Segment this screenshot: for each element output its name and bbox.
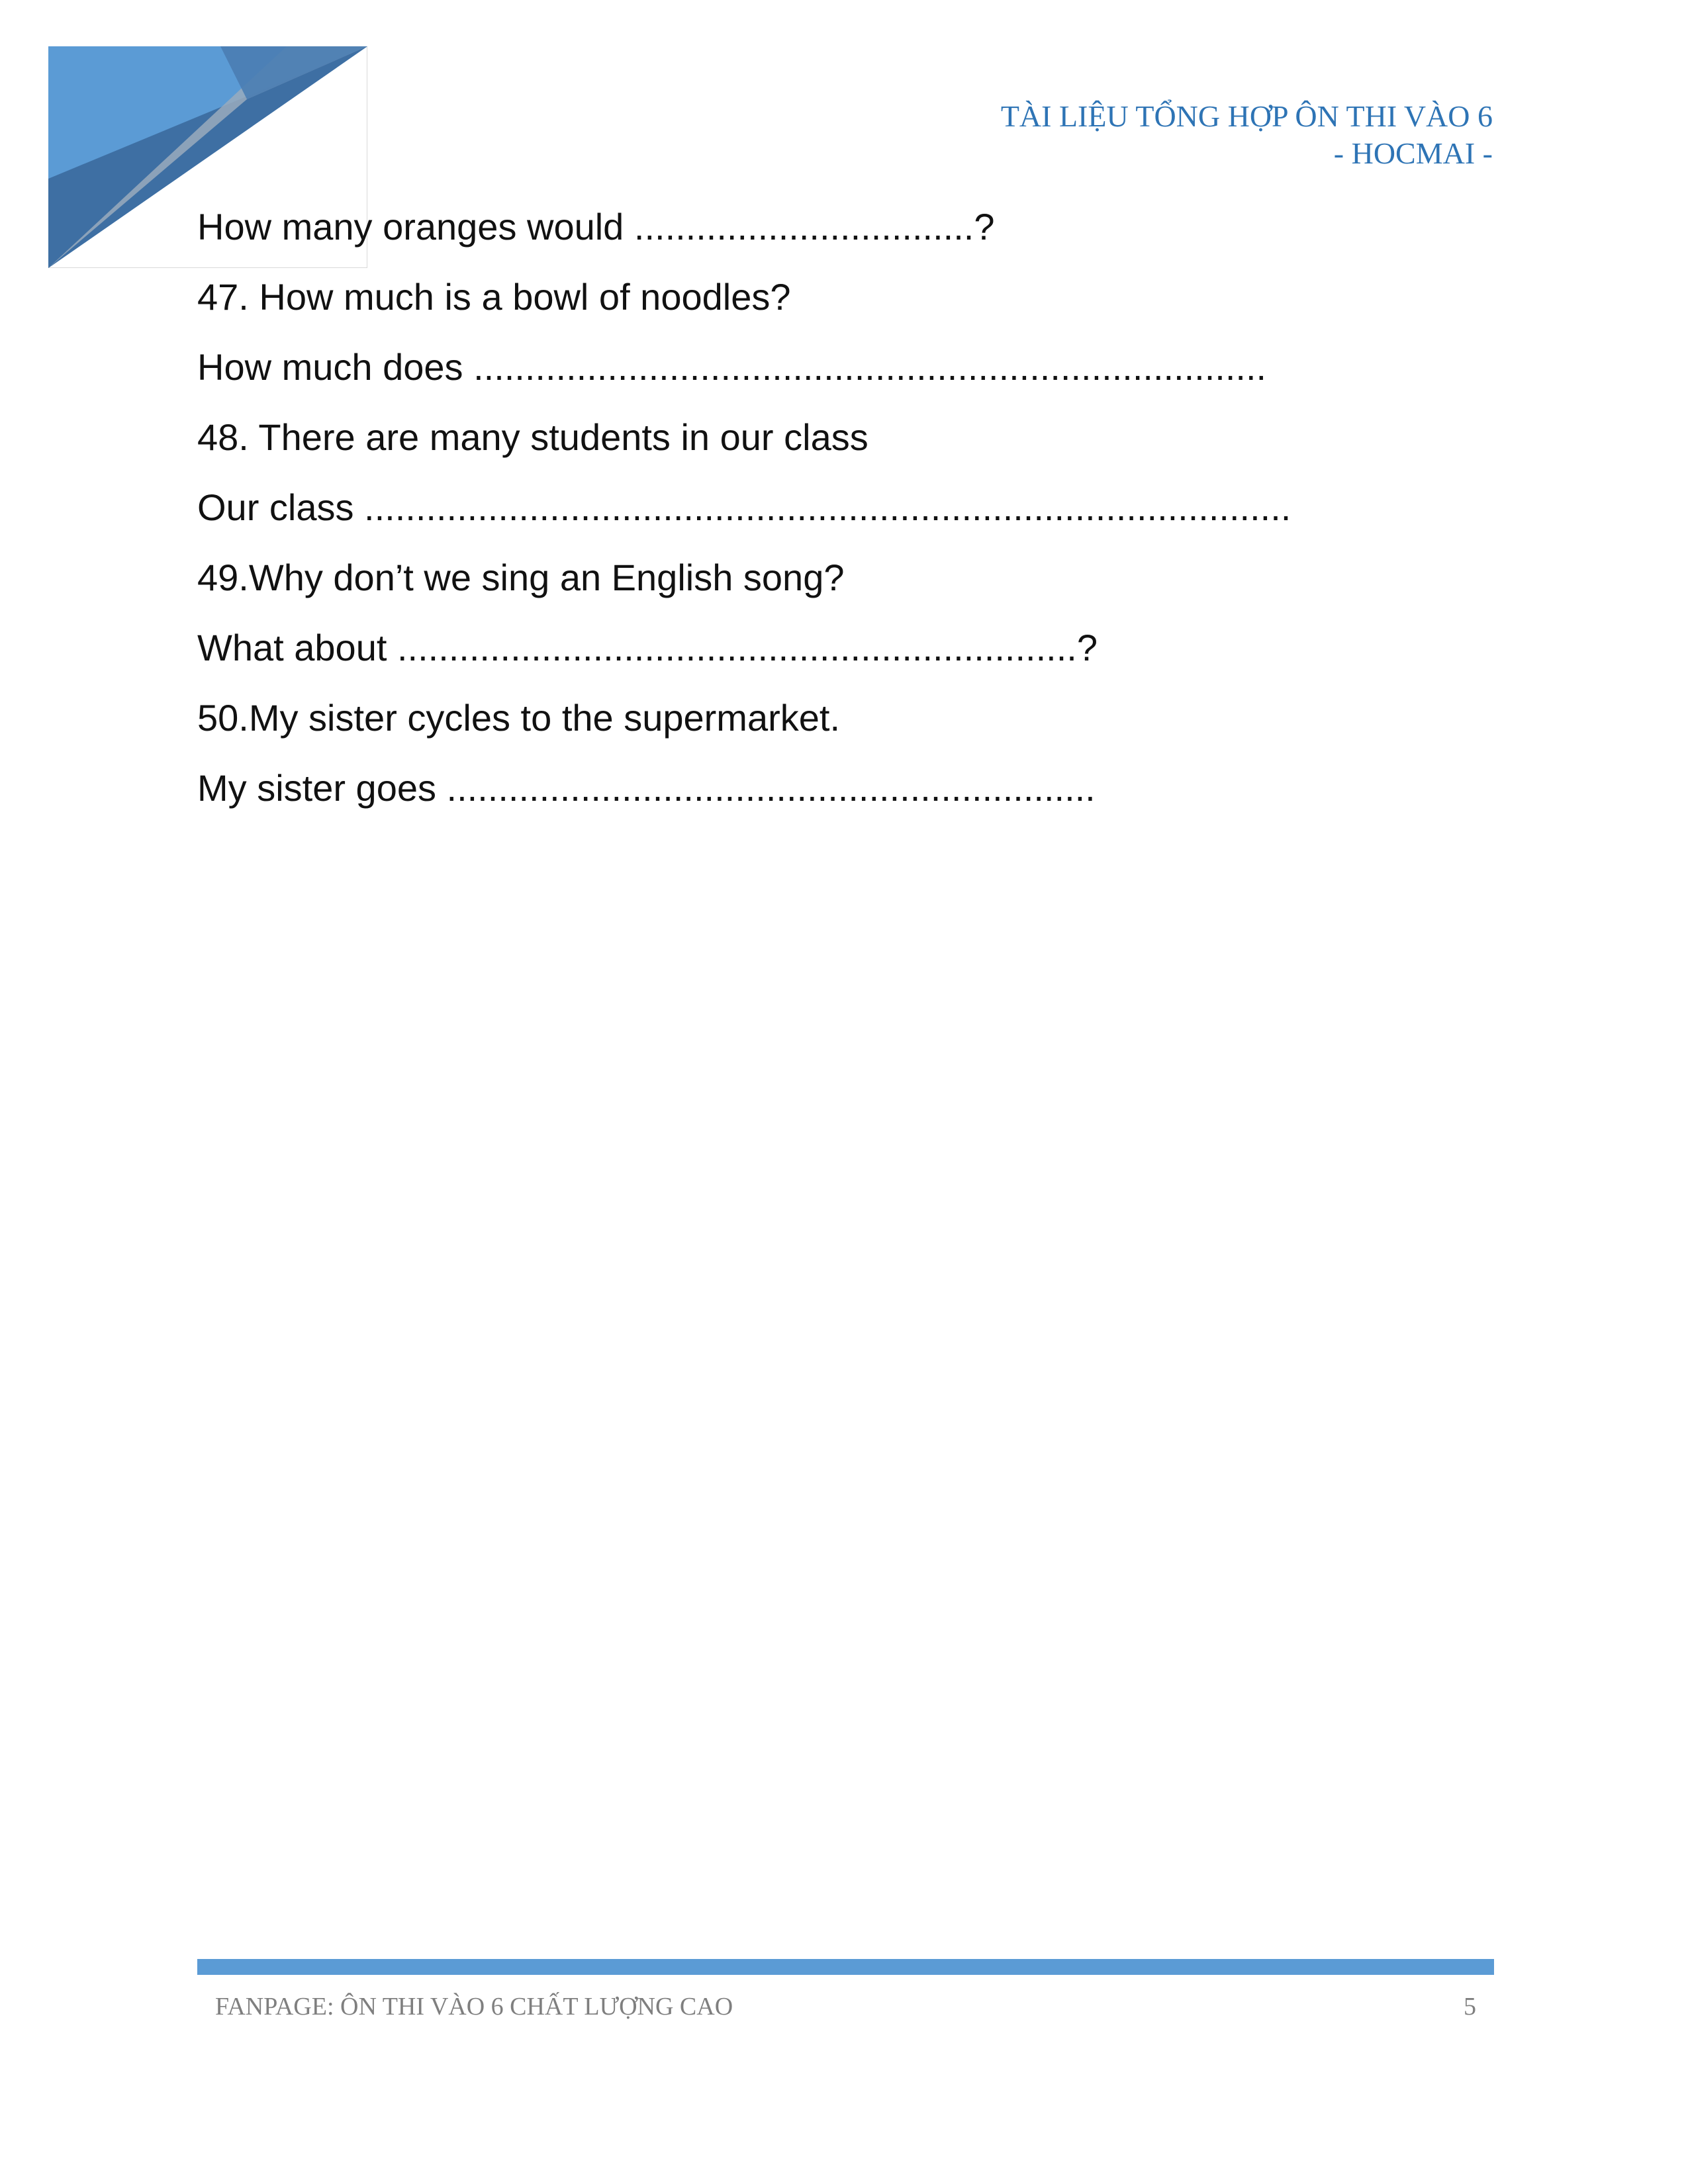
exercise-line: How much does ............................................................................. xyxy=(197,346,1267,388)
exercise-line: 50.My sister cycles to the supermarket. xyxy=(197,697,841,739)
page-number: 5 xyxy=(1464,1993,1476,2021)
exercise-line: 49.Why don’t we sing an English song? xyxy=(197,557,845,598)
footer-fanpage-text: FANPAGE: ÔN THI VÀO 6 CHẤT LƯỢNG CAO xyxy=(215,1993,733,2021)
footer-divider-bar xyxy=(197,1959,1494,1975)
exercise-line: Our class .......................................................................................... xyxy=(197,486,1291,528)
exercise-line: How many oranges would .................................? xyxy=(197,206,995,248)
exercise-line: What about ..................................................................? xyxy=(197,627,1098,668)
header-subtitle: - HOCMAI - xyxy=(1333,136,1493,170)
header-title: TÀI LIỆU TỔNG HỢP ÔN THI VÀO 6 xyxy=(1000,99,1493,133)
exercise-line: 48. There are many students in our class xyxy=(197,416,868,458)
exercise-line: My sister goes ............................................................... xyxy=(197,767,1096,809)
document-header xyxy=(1001,98,1493,172)
exercise-line: 47. How much is a bowl of noodles? xyxy=(197,276,791,318)
exercise-content xyxy=(197,192,1508,823)
